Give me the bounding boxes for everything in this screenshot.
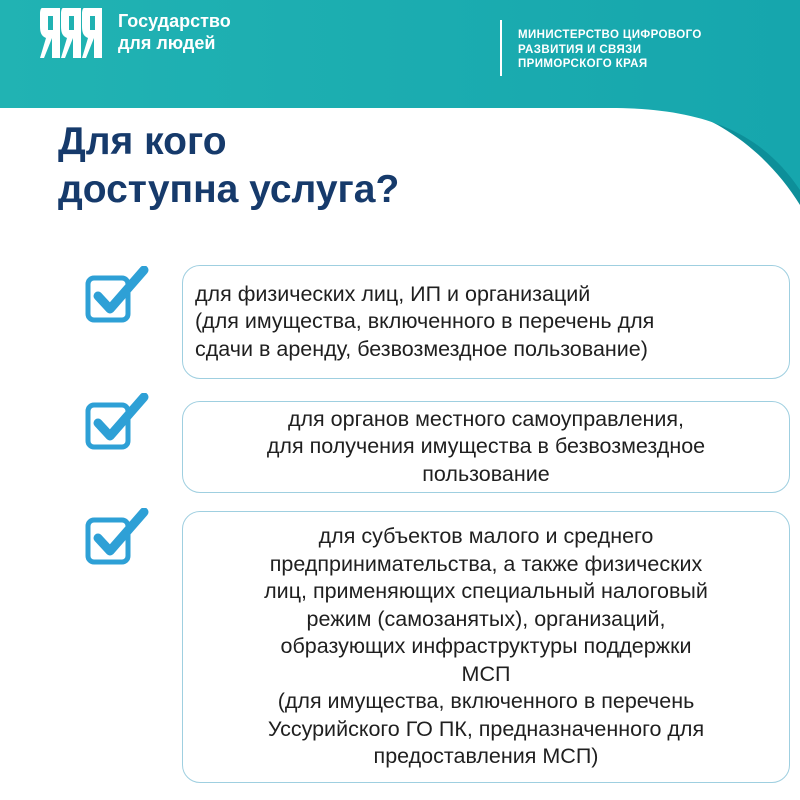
card-1-line-1: для физических лиц, ИП и организаций [195,281,591,306]
card-3-line-6: МСП [461,661,511,686]
card-1-line-3: сдачи в аренду, безвозмездное пользование) [195,336,648,361]
checkbox-checked-icon [84,508,150,568]
page-title [58,118,399,214]
card-2-line-2: для получения имущества в безвозмездное [266,434,706,459]
ministry-name [518,28,702,72]
card-1-line-2: (для имущества, включенного в перечень для [195,309,655,334]
card-3-line-4: режим (самозанятых), организаций, [306,606,666,631]
ministry-line-3: ПРИМОРСКОГО КРАЯ [518,58,648,70]
card-3-line-3: лиц, применяющих специальный налоговый [264,579,708,604]
card-2-line-1: для органов местного самоуправления, [287,406,685,431]
ministry-line-1: МИНИСТЕРСТВО ЦИФРОВОГО [518,29,702,41]
audience-card-3 [182,511,790,783]
brand-logo-icon [40,8,102,58]
audience-card-2 [182,401,790,493]
brand-line-1: Государство [118,11,231,31]
audience-card-1 [182,265,790,379]
brand-name [118,10,278,54]
card-2-line-3: пользование [422,461,550,486]
page-title-line-2: доступна услуга? [58,168,400,211]
card-3-line-8: Уссурийского ГО ПК, предназначенного для [267,716,705,741]
card-3-line-7: (для имущества, включенного в перечень [277,689,695,714]
brand-line-2: для людей [118,33,216,53]
card-3-line-2: предпринимательства, а также физических [269,551,703,576]
card-3-line-5: образующих инфраструктуры поддержки [280,634,692,659]
checkbox-checked-icon [84,266,150,326]
card-3-line-9: предоставления МСП) [373,744,599,769]
ministry-line-2: РАЗВИТИЯ И СВЯЗИ [518,43,642,56]
page-title-line-1: Для кого [58,120,227,163]
header-divider [500,20,502,76]
checkbox-checked-icon [84,393,150,453]
card-3-line-1: для субъектов малого и среднего [318,524,654,549]
